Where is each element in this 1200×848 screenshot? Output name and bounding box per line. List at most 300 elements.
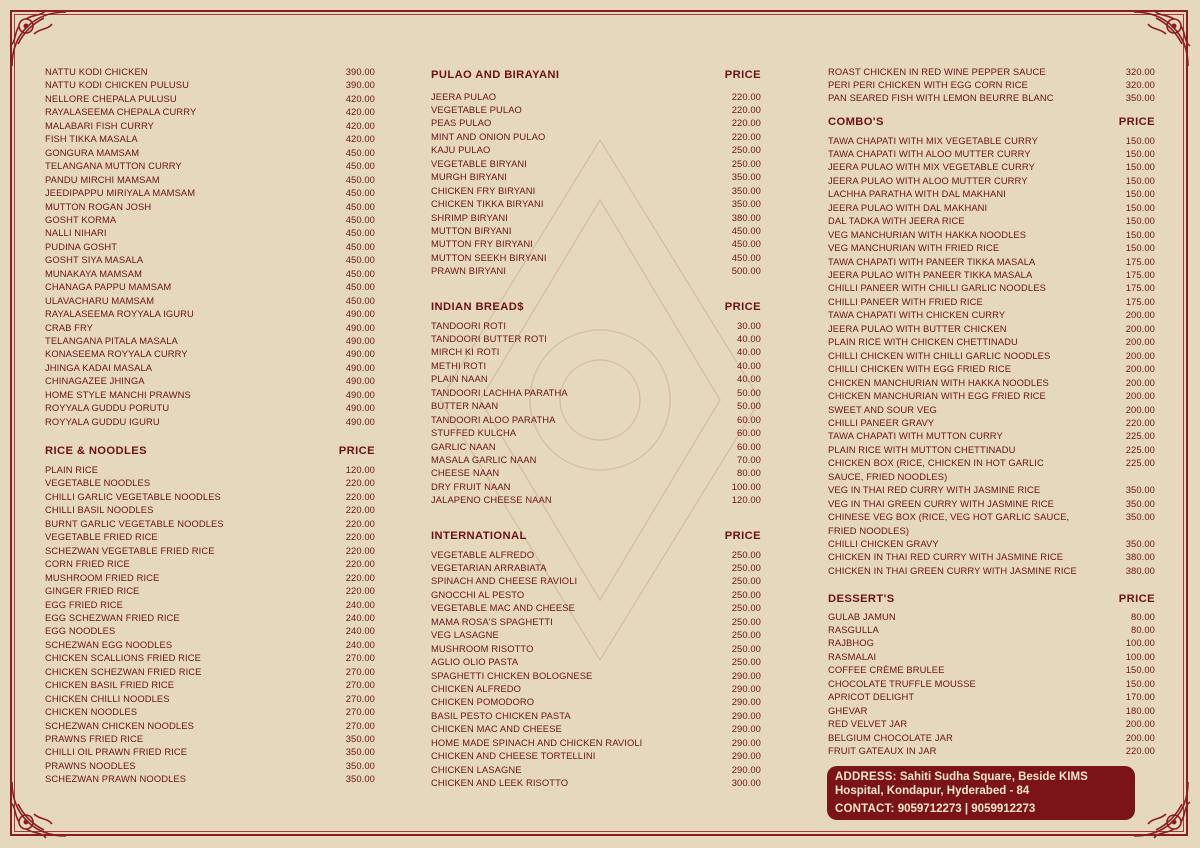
item-name: CHINESE VEG BOX (RICE, VEG HOT GARLIC SAUCE, FRIED NOODLES) <box>828 511 1070 536</box>
item-price: 225.00 <box>1125 443 1155 455</box>
menu-item <box>431 237 761 251</box>
item-price: 450.00 <box>731 251 761 263</box>
item-price: 40.00 <box>737 359 761 371</box>
item-price: 350.00 <box>1125 497 1155 509</box>
menu-item <box>431 211 761 225</box>
menu-item <box>45 638 375 652</box>
item-name: CHICKEN BASIL FRIED RICE <box>45 679 175 691</box>
price-label: PRICE <box>338 445 375 457</box>
menu-item <box>431 319 761 333</box>
menu-item <box>828 376 1155 390</box>
item-price: 290.00 <box>731 669 761 681</box>
item-name: MUTTON SEEKH BIRYANI <box>431 251 547 263</box>
item-price: 490.00 <box>345 348 375 360</box>
item-name: VEG IN THAI GREEN CURRY WITH JASMINE RICE <box>828 497 1055 509</box>
menu-item <box>431 493 761 507</box>
item-price: 350.00 <box>1125 484 1155 496</box>
section-title: RICE & NOODLES <box>45 445 147 457</box>
menu-item <box>828 537 1155 551</box>
item-price: 250.00 <box>731 144 761 156</box>
item-price: 420.00 <box>345 119 375 131</box>
item-price: 450.00 <box>345 254 375 266</box>
menu-item <box>45 240 375 254</box>
item-price: 120.00 <box>731 494 761 506</box>
menu-item <box>45 173 375 187</box>
menu-item <box>45 705 375 719</box>
menu-item <box>431 116 761 130</box>
item-price: 250.00 <box>731 588 761 600</box>
menu-item <box>45 186 375 200</box>
item-name: MUTTON BIRYANI <box>431 225 512 236</box>
item-price: 80.00 <box>1131 610 1155 622</box>
item-name: MUTTON FRY BIRYANI <box>431 238 533 250</box>
item-name: VEGETABLE BIRYANI <box>431 157 528 169</box>
item-price: 450.00 <box>345 281 375 293</box>
address-box <box>827 766 1135 820</box>
item-price: 490.00 <box>345 388 375 400</box>
menu-item <box>45 334 375 348</box>
menu-item <box>828 335 1155 349</box>
menu-item <box>828 308 1155 322</box>
item-name: JEERA PULAO WITH ALOO MUTTER CURRY <box>828 174 1028 186</box>
item-name: KONASEEMA ROYYALA CURRY <box>45 348 188 360</box>
item-price: 100.00 <box>731 480 761 492</box>
menu-item <box>828 497 1155 511</box>
item-price: 200.00 <box>1125 731 1155 743</box>
item-name: CHICKEN LASAGNE <box>431 763 522 775</box>
menu-item <box>45 651 375 665</box>
item-price: 175.00 <box>1125 269 1155 280</box>
contact-label: CONTACT: <box>835 803 895 815</box>
menu-item <box>45 503 375 517</box>
menu-item <box>828 174 1155 188</box>
menu-item <box>45 200 375 214</box>
item-name: EGG FRIED RICE <box>45 598 123 610</box>
contact-line <box>835 802 1035 816</box>
item-name: PLAIN RICE WITH MUTTON CHETTINADU <box>828 443 1016 455</box>
item-name: VEGETARIAN ARRABIATA <box>431 561 547 573</box>
item-name: CHICKEN SCHEZWAN FRIED RICE <box>45 665 202 677</box>
item-name: JALAPENO CHEESE NAAN <box>431 494 552 506</box>
item-price: 220.00 <box>345 517 375 529</box>
menu-item <box>828 663 1155 677</box>
menu-item <box>828 228 1155 242</box>
item-name: CHICKEN MANCHURIAN WITH EGG FRIED RICE <box>828 390 1046 402</box>
item-name: PUDINA GOSHT <box>45 240 118 252</box>
item-price: 40.00 <box>737 332 761 344</box>
menu-item <box>431 601 761 615</box>
menu-item <box>828 550 1155 564</box>
item-name: FRUIT GATEAUX IN JAR <box>828 745 937 756</box>
menu-item <box>431 386 761 400</box>
item-price: 240.00 <box>345 625 375 637</box>
menu-item <box>828 443 1155 457</box>
menu-item <box>45 347 375 361</box>
item-price: 490.00 <box>345 308 375 320</box>
menu-item <box>431 736 761 750</box>
item-price: 250.00 <box>731 656 761 668</box>
item-name: ULAVACHARU MAMSAM <box>45 294 155 306</box>
item-name: RASMALAI <box>828 650 877 662</box>
item-name: SWEET AND SOUR VEG <box>828 403 937 415</box>
item-name: TAWA CHAPATI WITH ALOO MUTTER CURRY <box>828 147 1031 159</box>
menu-item <box>828 403 1155 417</box>
item-price: 270.00 <box>345 679 375 691</box>
item-name: GOSHT SIYA MASALA <box>45 254 144 266</box>
item-price: 490.00 <box>345 375 375 387</box>
item-price: 420.00 <box>345 106 375 118</box>
item-price: 200.00 <box>1125 336 1155 348</box>
item-name: JEERA PULAO WITH MIX VEGETABLE CURRY <box>828 161 1035 173</box>
menu-item <box>431 359 761 373</box>
menu-item <box>828 255 1155 269</box>
item-price: 225.00 <box>1125 457 1155 469</box>
menu-item <box>431 480 761 494</box>
item-price: 270.00 <box>345 719 375 731</box>
item-price: 500.00 <box>731 265 761 277</box>
menu-item <box>431 466 761 480</box>
item-name: CHICKEN FRY BIRYANI <box>431 184 536 196</box>
menu-item <box>431 695 761 709</box>
section-title: COMBO'S <box>828 116 884 128</box>
item-name: SPAGHETTI CHICKEN BOLOGNESE <box>431 669 593 681</box>
item-name: CHICKEN ALFREDO <box>431 683 522 694</box>
ornament-corner-icon <box>1126 774 1196 844</box>
menu-item <box>828 564 1155 578</box>
item-price: 270.00 <box>345 706 375 718</box>
item-price: 220.00 <box>731 117 761 129</box>
item-name: PANDU MIRCHI MAMSAM <box>45 173 160 185</box>
item-price: 290.00 <box>731 683 761 694</box>
menu-item <box>45 388 375 402</box>
item-price: 150.00 <box>1125 188 1155 200</box>
item-name: MALABARI FISH CURRY <box>45 119 155 131</box>
item-price: 60.00 <box>737 413 761 425</box>
item-price: 350.00 <box>731 184 761 196</box>
item-price: 250.00 <box>731 548 761 560</box>
price-label: PRICE <box>724 301 761 313</box>
menu-item <box>45 745 375 759</box>
item-name: CHILLI PANEER WITH FRIED RICE <box>828 295 983 307</box>
item-price: 490.00 <box>345 415 375 427</box>
item-name: PEAS PULAO <box>431 117 492 129</box>
item-price: 290.00 <box>731 696 761 708</box>
item-price: 290.00 <box>731 750 761 762</box>
menu-item <box>828 650 1155 664</box>
item-name: EGG SCHEZWAN FRIED RICE <box>45 611 180 623</box>
item-name: APRICOT DELIGHT <box>828 691 915 703</box>
menu-item <box>828 78 1155 92</box>
item-price: 150.00 <box>1125 161 1155 173</box>
menu-item <box>45 665 375 679</box>
item-price: 40.00 <box>737 346 761 358</box>
menu-item <box>45 65 375 79</box>
item-price: 350.00 <box>731 198 761 210</box>
menu-item <box>828 362 1155 376</box>
item-price: 220.00 <box>731 103 761 115</box>
menu-item <box>431 426 761 440</box>
item-price: 240.00 <box>345 638 375 650</box>
item-price: 180.00 <box>1125 704 1155 716</box>
item-price: 250.00 <box>731 642 761 654</box>
item-name: VEGETABLE NOODLES <box>45 477 151 489</box>
menu-item <box>828 214 1155 228</box>
item-price: 120.00 <box>345 464 375 475</box>
item-name: VEGETABLE PULAO <box>431 103 522 115</box>
item-name: JEERA PULAO WITH PANEER TIKKA MASALA <box>828 269 1033 280</box>
menu-item <box>828 187 1155 201</box>
item-price: 150.00 <box>1125 242 1155 254</box>
item-name: PLAIN NAAN <box>431 373 488 385</box>
menu-item <box>45 280 375 294</box>
item-name: PERI PERI CHICKEN WITH EGG CORN RICE <box>828 78 1028 90</box>
menu-item <box>45 759 375 773</box>
menu-item <box>828 281 1155 295</box>
item-price: 60.00 <box>737 427 761 439</box>
item-price: 175.00 <box>1125 282 1155 294</box>
menu-item <box>45 321 375 335</box>
section-heading <box>431 67 761 83</box>
menu-item <box>45 517 375 531</box>
item-name: JEERA PULAO WITH BUTTER CHICKEN <box>828 322 1007 334</box>
menu-item <box>431 669 761 683</box>
item-price: 350.00 <box>345 773 375 785</box>
menu-item <box>828 636 1155 650</box>
item-name: RAYALASEEMA ROYYALA IGURU <box>45 308 194 320</box>
item-name: CHICKEN IN THAI GREEN CURRY WITH JASMINE RICE <box>828 564 1077 576</box>
menu-item <box>45 267 375 281</box>
menu-item <box>828 704 1155 718</box>
menu-item <box>45 132 375 146</box>
item-name: RED VELVET JAR <box>828 718 908 730</box>
menu-item <box>45 361 375 375</box>
section-heading <box>828 591 1155 607</box>
item-name: CHICKEN AND CHEESE TORTELLINI <box>431 750 596 762</box>
menu-item <box>45 476 375 490</box>
item-name: TELANGANA MUTTON CURRY <box>45 160 182 172</box>
menu-item <box>828 389 1155 403</box>
item-price: 450.00 <box>345 173 375 185</box>
menu-item <box>45 624 375 638</box>
item-name: RAYALASEEMA CHEPALA CURRY <box>45 106 197 118</box>
item-name: CHEESE NAAN <box>431 467 500 479</box>
item-name: SCHEZWAN CHICKEN NOODLES <box>45 719 194 731</box>
item-price: 350.00 <box>345 746 375 758</box>
menu-item <box>45 732 375 746</box>
item-name: CHILLI PANEER WITH CHILLI GARLIC NOODLES <box>828 282 1046 294</box>
menu-item <box>828 429 1155 443</box>
item-price: 450.00 <box>345 227 375 239</box>
section-heading <box>45 443 375 459</box>
menu-item <box>828 483 1155 497</box>
item-price: 220.00 <box>1125 416 1155 428</box>
item-price: 450.00 <box>345 200 375 212</box>
item-price: 150.00 <box>1125 147 1155 159</box>
item-price: 380.00 <box>1125 564 1155 576</box>
item-name: HOME MADE SPINACH AND CHICKEN RAVIOLI <box>431 736 643 748</box>
item-price: 350.00 <box>1125 538 1155 549</box>
item-name: VEG LASAGNE <box>431 629 499 641</box>
menu-item <box>45 105 375 119</box>
menu-item <box>431 682 761 696</box>
menu-item <box>431 655 761 669</box>
item-price: 350.00 <box>731 171 761 183</box>
menu-item <box>45 571 375 585</box>
address-text: Sahiti Sudha Square, Beside KIMS Hospital, Kondapur, Hyderabed - 84 <box>835 771 1088 797</box>
menu-item <box>431 332 761 346</box>
ornament-corner-icon <box>1126 4 1196 74</box>
item-name: CHINAGAZEE JHINGA <box>45 375 145 387</box>
item-price: 250.00 <box>731 575 761 587</box>
item-name: CHILLI PANEER GRAVY <box>828 416 935 428</box>
menu-item <box>431 251 761 265</box>
item-name: MUTTON ROGAN JOSH <box>45 200 152 212</box>
item-name: MIRCH KI ROTI <box>431 346 500 358</box>
item-price: 220.00 <box>345 544 375 556</box>
item-name: KAJU PULAO <box>431 144 491 156</box>
menu-item <box>431 615 761 629</box>
item-price: 250.00 <box>731 602 761 614</box>
item-name: CORN FRIED RICE <box>45 558 130 570</box>
item-name: NALLI NIHARI <box>45 227 107 239</box>
item-name: AGLIO OLIO PASTA <box>431 656 519 668</box>
menu-item <box>45 159 375 173</box>
item-price: 150.00 <box>1125 134 1155 146</box>
item-name: VEGETABLE FRIED RICE <box>45 531 158 543</box>
menu-item <box>828 744 1155 758</box>
item-price: 40.00 <box>737 373 761 385</box>
item-name: CHICKEN POMODORO <box>431 696 535 708</box>
item-name: CHICKEN IN THAI RED CURRY WITH JASMINE RICE <box>828 551 1064 563</box>
menu-item <box>828 268 1155 282</box>
menu-item <box>45 692 375 706</box>
item-name: BASIL PESTO CHICKEN PASTA <box>431 709 571 721</box>
item-price: 380.00 <box>731 211 761 223</box>
item-price: 490.00 <box>345 402 375 414</box>
item-price: 380.00 <box>1125 551 1155 563</box>
menu-item <box>828 134 1155 148</box>
menu-item <box>45 119 375 133</box>
item-name: CHICKEN MANCHURIAN WITH HAKKA NOODLES <box>828 376 1049 388</box>
item-name: STUFFED KULCHA <box>431 427 517 439</box>
item-name: GHEVAR <box>828 704 868 716</box>
menu-item <box>431 90 761 104</box>
menu-item <box>45 463 375 477</box>
item-price: 175.00 <box>1125 255 1155 267</box>
item-price: 350.00 <box>345 733 375 744</box>
menu-item <box>431 224 761 238</box>
item-price: 150.00 <box>1125 174 1155 186</box>
item-name: HOME STYLE MANCHI PRAWNS <box>45 388 191 400</box>
item-name: CHILLI OIL PRAWN FRIED RICE <box>45 746 188 758</box>
menu-item <box>431 130 761 144</box>
menu-item <box>45 530 375 544</box>
item-price: 250.00 <box>731 157 761 169</box>
item-name: SCHEZWAN VEGETABLE FRIED RICE <box>45 544 215 556</box>
menu-item <box>45 772 375 786</box>
item-price: 220.00 <box>731 90 761 102</box>
menu-item <box>828 322 1155 336</box>
menu-item <box>431 709 761 723</box>
item-price: 250.00 <box>731 629 761 641</box>
item-name: CHICKEN AND LEEK RISOTTO <box>431 777 569 789</box>
menu-item <box>45 294 375 308</box>
item-name: RASGULLA <box>828 623 879 635</box>
menu-item <box>828 677 1155 691</box>
price-label: PRICE <box>1118 593 1155 605</box>
item-name: PLAIN RICE WITH CHICKEN CHETTINADU <box>828 336 1018 348</box>
item-name: VEGETABLE MAC AND CHEESE <box>431 602 575 614</box>
item-price: 220.00 <box>1125 745 1155 756</box>
item-price: 270.00 <box>345 652 375 664</box>
item-price: 320.00 <box>1125 78 1155 90</box>
item-name: BUTTER NAAN <box>431 400 499 412</box>
item-price: 200.00 <box>1125 718 1155 730</box>
item-name: MASALA GARLIC NAAN <box>431 454 537 465</box>
item-name: JEEDIPAPPU MIRIYALA MAMSAM <box>45 187 196 199</box>
menu-item <box>45 307 375 321</box>
contact-numbers: 9059712273 | 9059912273 <box>897 803 1036 815</box>
item-price: 450.00 <box>345 240 375 252</box>
menu-item <box>45 678 375 692</box>
item-name: CHICKEN TIKKA BIRYANI <box>431 198 544 210</box>
item-name: JEERA PULAO WITH DAL MAKHANI <box>828 201 988 213</box>
menu-item <box>45 374 375 388</box>
item-price: 200.00 <box>1125 376 1155 388</box>
menu-item <box>45 213 375 227</box>
menu-item <box>45 415 375 429</box>
menu-item <box>431 722 761 736</box>
item-price: 450.00 <box>345 146 375 158</box>
item-name: SCHEZWAN PRAWN NOODLES <box>45 773 187 785</box>
menu-item <box>828 416 1155 430</box>
menu-item <box>45 490 375 504</box>
menu-item <box>431 197 761 211</box>
section-title: DESSERT'S <box>828 593 895 605</box>
item-name: TANDOORI BUTTER ROTI <box>431 332 547 344</box>
menu-item <box>431 642 761 656</box>
item-price: 390.00 <box>345 79 375 91</box>
menu-item <box>45 401 375 415</box>
item-price: 220.00 <box>345 571 375 583</box>
menu-item <box>828 160 1155 174</box>
item-name: MINT AND ONION PULAO <box>431 130 546 142</box>
item-price: 450.00 <box>731 225 761 236</box>
item-price: 80.00 <box>737 467 761 479</box>
item-name: NATTU KODI CHICKEN PULUSU <box>45 79 190 91</box>
item-price: 175.00 <box>1125 295 1155 307</box>
menu-item <box>431 749 761 763</box>
item-price: 150.00 <box>1125 228 1155 240</box>
item-price: 220.00 <box>345 504 375 516</box>
item-name: DAL TADKA WITH JEERA RICE <box>828 215 965 227</box>
item-price: 200.00 <box>1125 363 1155 375</box>
item-name: SCHEZWAN EGG NOODLES <box>45 638 173 650</box>
menu-item <box>45 78 375 92</box>
item-name: MAMA ROSA'S SPAGHETTI <box>431 615 553 627</box>
item-name: MUSHROOM RISOTTO <box>431 642 534 654</box>
item-name: TANDOORI ALOO PARATHA <box>431 413 556 425</box>
section-title: PULAO AND BIRAYANI <box>431 69 560 81</box>
ornament-corner-icon <box>4 4 74 74</box>
item-price: 50.00 <box>737 400 761 412</box>
item-price: 80.00 <box>1131 623 1155 635</box>
item-name: VEG IN THAI RED CURRY WITH JASMINE RICE <box>828 484 1041 496</box>
section-title: INDIAN BREAD$ <box>431 301 524 313</box>
item-name: BELGIUM CHOCOLATE JAR <box>828 731 953 743</box>
menu-item <box>45 611 375 625</box>
menu-item <box>431 170 761 184</box>
